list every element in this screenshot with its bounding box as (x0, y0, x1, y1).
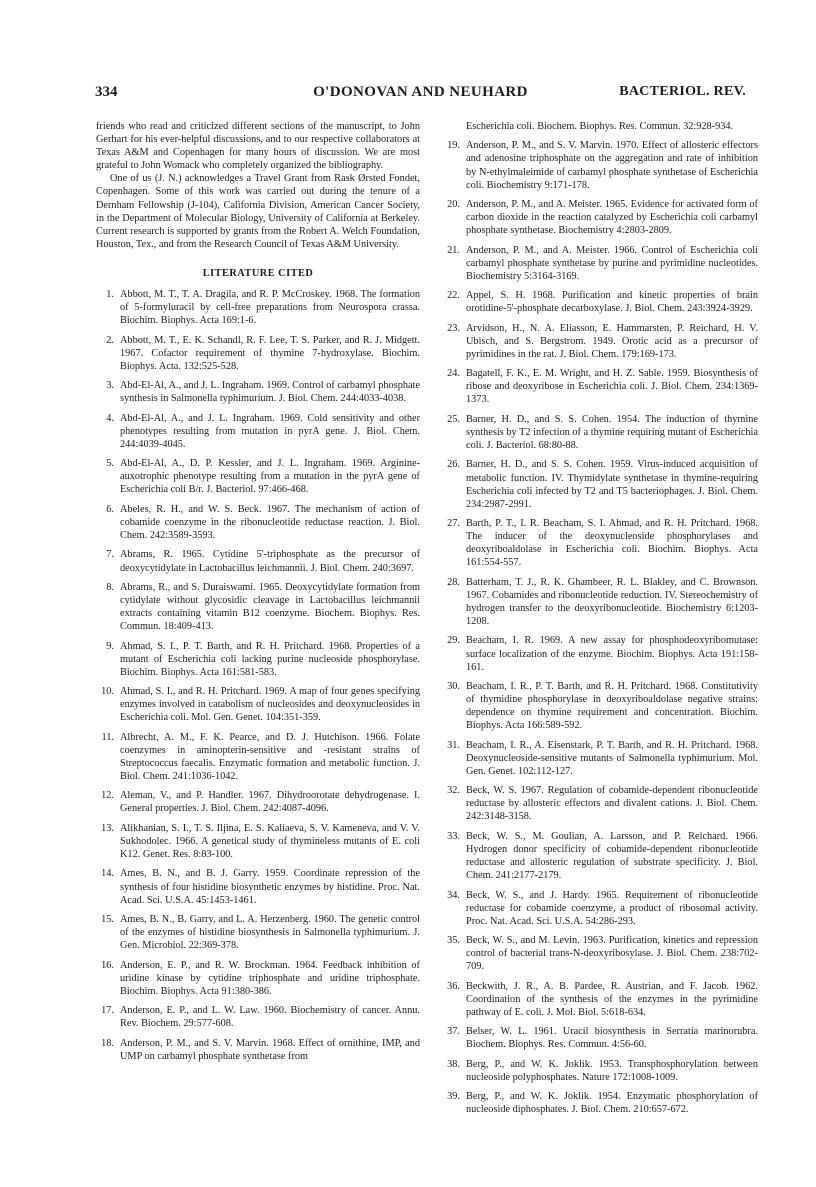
reference-text: Belser, W. L. 1961. Uracil biosynthesis in Serratia marinorubra. Biochem. Biophys. Res. Commun. 4:56-60. (466, 1026, 758, 1051)
reference-text: Anderson, E. P., and L. W. Law. 1960. Biochemistry of cancer. Annu. Rev. Biochem. 29:577-608. (120, 1005, 420, 1030)
reference-number: 14. (101, 868, 114, 880)
reference-number: 28. (447, 576, 460, 588)
reference-text: Beck, W. S. 1967. Regulation of cobamide-dependent ribonucleotide reductase by allosteric effectors and divalent cations. J. Biol. Chem. 242:3148-3158. (466, 785, 758, 823)
reference-item (96, 412, 420, 451)
reference-item (440, 634, 758, 673)
reference-text: Beacham, I. R., P. T. Barth, and R. H. Pritchard. 1968. Constitutivity of thymidine phosphorylase in deoxyriboaldolase negative strains: dependence on thymine requirement and concentration. Biochim. Biophys. Acta 166:589-592. (466, 681, 758, 732)
reference-number: 25. (447, 413, 460, 425)
reference-number: 39. (447, 1091, 460, 1103)
reference-number: 5. (106, 458, 114, 470)
reference-item (440, 289, 758, 315)
running-header (95, 84, 746, 104)
reference-text: Beck, W. S., M. Goulian, A. Larsson, and P. Reichard. 1966. Hydrogen donor specificity of cobamide-dependent ribonucleotide reductase and allosteric regulation of substrate specificity. J. Biol. Chem. 241:2177-2179. (466, 830, 758, 882)
acknowledgments-paragraph-1: friends who read and criticized different sections of the manuscript, to John Gerhart for his ever-helpful discussions, and to our respective collaborators at Texas A&M and Copenhagen for many hours of discussion. We are most grateful to John Womack who completely organized the bibliography. (96, 121, 420, 172)
reference-number: 13. (101, 822, 114, 834)
reference-number: 4. (106, 412, 114, 424)
reference-item (440, 889, 758, 928)
left-column (96, 120, 420, 1069)
reference-item (440, 322, 758, 361)
reference-text: Anderson, P. M., and S. V. Marvin. 1968. Effect of ornithine, IMP, and UMP on carbamyl phosphate synthetase from (120, 1037, 420, 1062)
reference-text: Bagatell, F. K., E. M. Wright, and H. Z. Sable. 1959. Biosynthesis of ribose and deoxyribose in Escherichia coli. J. Biol. Chem. 234:1369-1373. (466, 368, 758, 406)
reference-number: 6. (106, 503, 114, 515)
reference-number: 32. (447, 785, 460, 797)
reference-text: Ames, B. N., B. Garry, and L. A. Herzenberg. 1960. The genetic control of the enzymes of histidine biosynthesis in Salmonella typhimurium. J. Gen. Microbiol. 22:369-378. (120, 914, 420, 952)
running-head-journal: BACTERIOL. REV. (619, 84, 746, 99)
reference-number: 36. (447, 980, 460, 992)
reference-item (96, 503, 420, 542)
reference-text: Appel, S. H. 1968. Purification and kinetic properties of brain orotidine-5'-phosphate decarboxylase. J. Biol. Chem. 243:3924-3929. (466, 290, 758, 315)
reference-item (96, 913, 420, 952)
reference-text: Alikhanian, S. I., T. S. Iljina, E. S. Kaliaeva, S. V. Kameneva, and V. V. Sukhodolec. 1966. A genetical study of thymineless mutants of E. coli K12. Genet. Res. 8:83-100. (120, 822, 420, 861)
running-head-authors: O'DONOVAN AND NEUHARD (313, 84, 528, 100)
reference-item (440, 517, 758, 569)
reference-list-left (96, 288, 420, 1063)
reference-number: 26. (447, 459, 460, 471)
reference-text: Berg, P., and W. K. Joklik. 1953. Transphosphorylation between nucleoside polyphosphates. Nature 172:1008-1009. (466, 1058, 758, 1083)
reference-number: 18. (101, 1037, 114, 1049)
reference-item (440, 244, 758, 283)
acknowledgments-paragraph-2: One of us (J. N.) acknowledges a Travel Grant from Rask Ørsted Fondet, Copenhagen. Some of this work was carried out during the tenure of a Dernham Fellowship (J-104), California Division, American Cancer Society, in the Department of Molecular Biology, University of California at Berkeley. Current research is supported by grants from the Robert A. Welch Foundation, Houston, Tex., and from the Research Council of Texas A&M University. (96, 173, 420, 250)
reference-text: Aleman, V., and P. Handler. 1967. Dihydroorotate dehydrogenase. I. General properties. J. Biol. Chem. 242:4087-4096. (120, 790, 420, 815)
reference-item (440, 413, 758, 452)
reference-text: Barner, H. D., and S. S. Cohen. 1959. Virus-induced acquisition of metabolic function. IV. Thymidylate synthetase in thymine-requiring Escherichia coli infected by T2 and T5 bacteriophages. J. Biol. Chem. 234:2987-2991. (466, 459, 758, 510)
reference-item (96, 334, 420, 373)
reference-item (440, 198, 758, 237)
reference-item (96, 731, 420, 783)
reference-text: Beacham, I. R., A. Eisenstark, P. T. Barth, and R. H. Pritchard. 1968. Deoxynucleoside-sensitive mutants of Salmonella typhimurium. Mol. Gen. Genet. 102:112-127. (466, 739, 758, 777)
reference-text: Abd-El-Al, A., and J. L. Ingraham. 1969. Control of carbamyl phosphate synthesis in Salmonella typhimurium. J. Biol. Chem. 244:4033-4038. (120, 380, 420, 405)
reference-item (96, 867, 420, 906)
reference-text: Abbott, M. T., E. K. Schandl, R. F. Lee, T. S. Parker, and R. J. Midgett. 1967. Cofactor requirement of thymine 7-hydroxylase. Biochim. Biophys. Acta. 132:525-528. (120, 334, 420, 372)
reference-number: 27. (447, 518, 460, 530)
reference-text: Abrams, R. 1965. Cytidine 5'-triphosphate as the precursor of deoxycytidylate in Lactobacillus leichmannii. J. Biol. Chem. 240:3697. (120, 549, 420, 574)
reference-text: Albrecht, A. M., F. K. Pearce, and D. J. Hutchison. 1966. Folate coenzymes in aminopterin-sensitive and -resistant strains of Streptococcus faecalis. Enzymatic formation and metabolic function. J. Biol. Chem. 241:1036-1042. (120, 731, 420, 782)
reference-text: Beck, W. S., and J. Hardy. 1965. Requirement of ribonucleotide reductase for cobamide coenzyme, a product of ribosomal activity. Proc. Nat. Acad. Sci. U.S.A. 54:286-293. (466, 889, 758, 927)
reference-list-right (440, 139, 758, 1116)
reference-text: Abd-El-Al, A., D. P. Kessler, and J. L. Ingraham. 1969. Arginine-auxotrophic phenotype resulting from a mutation in the pyrA gene of Escherichia coli B/r. J. Bacteriol. 97:466-468. (120, 458, 420, 496)
reference-item (440, 576, 758, 628)
reference-number: 35. (447, 935, 460, 947)
reference-number: 21. (447, 244, 460, 256)
reference-number: 19. (447, 140, 460, 152)
page-number: 334 (95, 84, 118, 100)
reference-text: Abbott, M. T., T. A. Dragila, and R. P. McCroskey. 1968. The formation of 5-formyluracil by cell-free preparations from Neurospora crassa. Biochim. Biophys. Acta 169:1-6. (120, 289, 420, 327)
right-column (440, 120, 758, 1123)
reference-number: 23. (447, 322, 460, 334)
reference-item (96, 288, 420, 327)
reference-text: Ahmad, S. I., P. T. Barth, and R. H. Pritchard. 1968. Properties of a mutant of Escherichia coli lacking purine nucleoside phosphorylase. Biochim. Biophys. Acta 161:581-583. (120, 640, 420, 678)
reference-item (96, 1037, 420, 1063)
reference-item (440, 980, 758, 1019)
reference-number: 16. (101, 959, 114, 971)
reference-item (96, 822, 420, 861)
reference-text: Anderson, E. P., and R. W. Brockman. 1964. Feedback inhibition of uridine kinase by cytidine triphosphate and uridine triphosphate. Biochim. Biophys. Acta 91:380-386. (120, 959, 420, 997)
reference-item (440, 739, 758, 778)
reference-text: Anderson, P. M., and S. V. Marvin. 1970. Effect of allosteric effectors and adenosine triphosphate on the aggregation and rate of inhibition by N-ethylmaleimide of carbamyl phosphate synthetase of Escherichia coli. Biochemistry 9:171-178. (466, 140, 758, 191)
reference-item (440, 139, 758, 191)
reference-number: 29. (447, 635, 460, 647)
reference-number: 11. (101, 731, 114, 743)
reference-number: 31. (447, 739, 460, 751)
reference-number: 1. (106, 289, 114, 301)
reference-number: 9. (106, 640, 114, 652)
reference-text: Berg, P., and W. K. Joklik. 1954. Enzymatic phosphorylation of nucleoside diphosphates. J. Biol. Chem. 210:657-672. (466, 1091, 758, 1116)
reference-text: Abeles, R. H., and W. S. Beck. 1967. The mechanism of action of cobamide coenzyme in the ribonucleotide reductase reaction. J. Biol. Chem. 242:3589-3593. (120, 503, 420, 542)
reference-item (96, 959, 420, 998)
reference-number: 33. (447, 830, 460, 842)
reference-18-continuation: Escherichia coli. Biochem. Biophys. Res. Commun. 32:928-934. (466, 121, 734, 132)
reference-item (440, 458, 758, 510)
reference-item (96, 581, 420, 633)
reference-number: 3. (106, 380, 114, 392)
reference-text: Barth, P. T., I. R. Beacham, S. I. Ahmad, and R. H. Pritchard. 1968. The inducer of the deoxynucleoside phosphorylases and deoxyriboaldolase in Escherichia coli. Biochim. Biophys. Acta 161:554-557. (466, 518, 758, 569)
reference-number: 22. (447, 290, 460, 302)
reference-text: Batterham, T. J., R. K. Ghambeer, R. L. Blakley, and C. Brownson. 1967. Cobamides and ribonucleotide reduction. IV. Stereochemistry of hydrogen transfer to the deoxyribonucleotide. Biochemistry 6:1203-1208. (466, 576, 758, 628)
reference-text: Beckwith, J. R., A. B. Pardee, R. Austrian, and F. Jacob. 1962. Coordination of the synthesis of the enzymes in the pyrimidine pathway of E. coli. J. Mol. Biol. 5:618-634. (466, 980, 758, 1018)
reference-number: 17. (101, 1005, 114, 1017)
reference-text: Ames, B. N., and B. J. Garry. 1959. Coordinate repression of the synthesis of four histidine biosynthetic enzymes by histidine. Proc. Nat. Acad. Sci. U.S.A. 45:1453-1461. (120, 868, 420, 906)
reference-item (96, 685, 420, 724)
reference-item (440, 784, 758, 823)
reference-item (96, 457, 420, 496)
reference-item (440, 830, 758, 882)
reference-text: Anderson, P. M., and A. Meister. 1965. Evidence for activated form of carbon dioxide in the reaction catalyzed by Escherichia coli carbamyl phosphate synthetase. Biochemistry 4:2803-2809. (466, 199, 758, 237)
reference-number: 20. (447, 199, 460, 211)
reference-item (440, 1058, 758, 1084)
reference-number: 15. (101, 914, 114, 926)
reference-number: 37. (447, 1026, 460, 1038)
reference-text: Anderson, P. M., and A. Meister. 1966. Control of Escherichia coli carbamyl phosphate synthetase by purine and pyrimidine nucleotides. Biochemistry 5:3164-3169. (466, 244, 758, 282)
reference-item (96, 789, 420, 815)
reference-item (96, 548, 420, 574)
reference-number: 24. (447, 368, 460, 380)
reference-number: 30. (447, 681, 460, 693)
reference-item (440, 1025, 758, 1051)
reference-text: Abrams, R., and S. Duraiswami. 1965. Deoxycytidylate formation from cytidylate without glycosidic cleavage in Lactobacillus leichmannii extracts containing vitamin B12 coenzyme. Biochem. Biophys. Res. Commun. 18:409-413. (120, 581, 420, 633)
reference-item (96, 1004, 420, 1030)
reference-text: Beck, W. S., and M. Levin. 1963. Purification, kinetics and repression control of bacterial trans-N-deoxyribosylase. J. Biol. Chem. 238:702-709. (466, 935, 758, 973)
reference-number: 38. (447, 1058, 460, 1070)
reference-item (440, 1090, 758, 1116)
reference-text: Ahmad, S. I., and R. H. Pritchard. 1969. A map of four genes specifying enzymes involved in catabolism of nucleosides and deoxynucleosides in Escherichia coli. Mol. Gen. Genet. 104:351-359. (120, 686, 420, 724)
reference-number: 34. (447, 889, 460, 901)
reference-item (96, 640, 420, 679)
reference-text: Abd-El-Al, A., and J. L. Ingraham. 1969. Cold sensitivity and other phenotypes resulting from mutation in pyrA gene. J. Biol. Chem. 244:4039-4045. (120, 412, 420, 450)
reference-item (440, 367, 758, 406)
reference-number: 12. (101, 790, 114, 802)
reference-text: Arvidson, H., N. A. Eliasson, E. Hammarsten, P. Reichard, H. V. Ubisch, and S. Bergstrom. 1949. Orotic acid as a precursor of pyrimidines in the rat. J. Biol. Chem. 179:169-173. (466, 322, 758, 360)
reference-text: Beacham, I. R. 1969. A new assay for phosphodeoxyribomutase: surface localization of the enzyme. Biochim. Biophys. Acta 191:158-161. (466, 635, 758, 673)
reference-number: 8. (106, 581, 114, 593)
reference-item (440, 934, 758, 973)
reference-number: 10. (101, 686, 114, 698)
reference-number: 2. (106, 334, 114, 346)
reference-number: 7. (106, 549, 114, 561)
reference-item (440, 680, 758, 732)
reference-item (96, 379, 420, 405)
reference-text: Barner, H. D., and S. S. Cohen. 1954. The induction of thymine synthesis by T2 infection of a thymine requiring mutant of Escherichia coli. J. Bacteriol. 68:80-88. (466, 413, 758, 452)
section-heading-literature-cited: LITERATURE CITED (202, 267, 314, 279)
